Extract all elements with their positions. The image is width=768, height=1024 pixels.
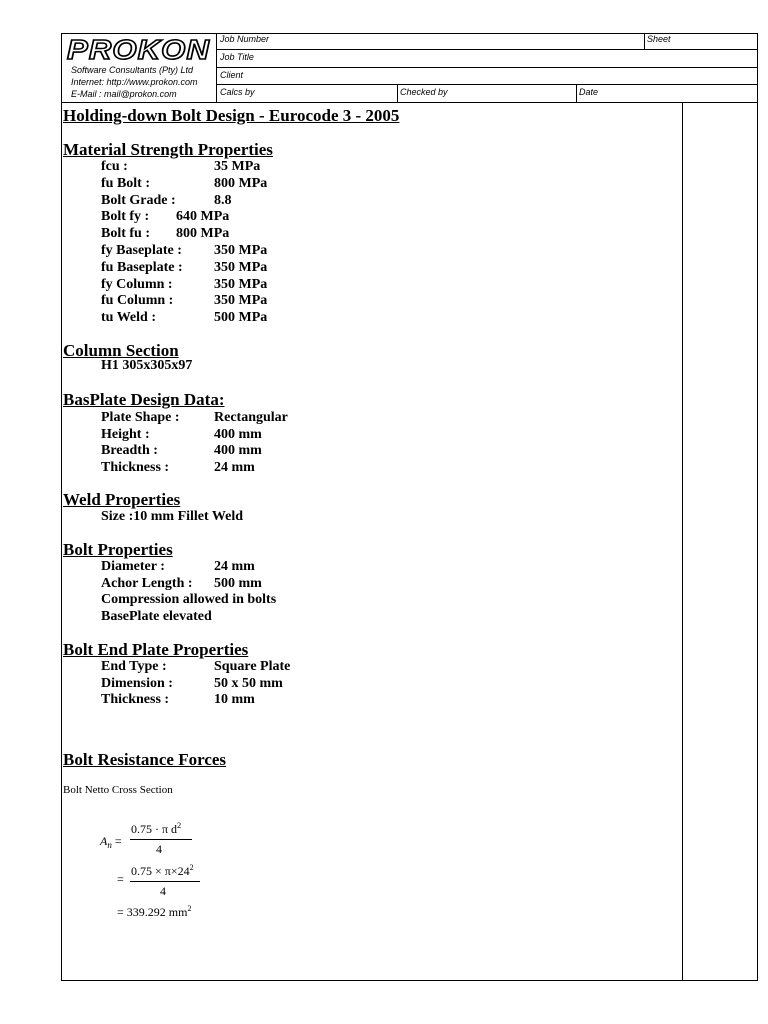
endplate-property-label: End Type : (101, 659, 167, 674)
section-heading-bolt: Bolt Properties (63, 540, 173, 559)
calcs-by-label: Calcs by (220, 87, 255, 97)
resistance-subheading: Bolt Netto Cross Section (63, 784, 173, 796)
baseplate-property-label: Thickness : (101, 459, 170, 475)
company-internet: Internet: http://www.prokon.com (71, 77, 198, 87)
material-property-value: 640 MPa (176, 209, 230, 225)
equation-2-denominator: 4 (160, 884, 166, 898)
company-name: Software Consultants (Pty) Ltd (71, 65, 194, 75)
svg-text:PROKON: PROKON (67, 34, 210, 64)
job-number-label: Job Number (220, 34, 270, 44)
margin-column-divider (682, 103, 683, 981)
material-property-value: 500 MPa (214, 310, 268, 326)
material-property-value: 800 MPa (214, 175, 268, 191)
material-property-value: 35 MPa (214, 159, 261, 174)
equation-2-fraction-bar (130, 881, 200, 882)
section-heading-column: Column Section (63, 341, 179, 360)
material-property-label: fy Column : (101, 276, 173, 292)
material-property-label: Bolt fy : (101, 209, 150, 225)
header-rule (217, 49, 758, 50)
material-property-label: Bolt fu : (101, 226, 150, 242)
material-property-value: 8.8 (214, 192, 232, 208)
client-label: Client (220, 70, 244, 80)
material-property-label: fu Baseplate : (101, 259, 183, 275)
material-property-label: fu Bolt : (101, 175, 150, 191)
endplate-property-value: 10 mm (214, 692, 255, 707)
equation-2-equals: = (117, 872, 124, 886)
equation-1-fraction-bar (130, 839, 192, 840)
job-title-label: Job Title (220, 52, 254, 62)
header-divider (397, 84, 398, 102)
endplate-property-value: Square Plate (214, 659, 291, 674)
header-rule (61, 102, 758, 103)
header-rule (217, 84, 758, 85)
bolt-note: Compression allowed in bolts (101, 592, 277, 607)
material-property-value: 350 MPa (214, 259, 268, 275)
material-property-label: tu Weld : (101, 310, 156, 326)
header-divider (644, 33, 645, 49)
equation-2-numerator: $0.75 \times \pi\times 24^2$ (131, 863, 194, 878)
material-property-value: 350 MPa (214, 276, 268, 292)
equation-1-denominator: 4 (156, 842, 162, 856)
baseplate-property-label: Height : (101, 426, 150, 442)
prokon-logo (65, 34, 213, 64)
material-property-value: 350 MPa (214, 293, 268, 309)
header-rule (217, 67, 758, 68)
material-property-label: fu Column : (101, 293, 174, 309)
material-property-label: fcu : (101, 159, 128, 174)
baseplate-property-label: Breadth : (101, 443, 158, 458)
date-label: Date (579, 87, 599, 97)
section-heading-weld: Weld Properties (63, 490, 181, 509)
bolt-property-value: 500 mm (214, 575, 262, 591)
equation-result: = 339.292 $mm^2$ (117, 904, 192, 919)
baseplate-property-value: Rectangular (214, 410, 288, 425)
material-property-value: 800 MPa (176, 226, 230, 242)
material-property-label: Bolt Grade : (101, 192, 176, 208)
section-heading-baseplate: BasPlate Design Data: (63, 390, 225, 409)
section-heading-endplate: Bolt End Plate Properties (63, 640, 249, 659)
company-email: E-Mail : mail@prokon.com (71, 89, 177, 99)
header-block (61, 33, 758, 103)
equation-1-numerator: 0.75 · π $d^2$ (131, 821, 182, 836)
material-property-value: 350 MPa (214, 243, 268, 258)
baseplate-property-value: 400 mm (214, 443, 262, 458)
baseplate-property-value: 24 mm (214, 459, 255, 475)
sheet-label: Sheet (647, 34, 671, 44)
section-heading-material: Material Strength Properties (63, 140, 273, 159)
bolt-property-label: Diameter : (101, 559, 165, 574)
endplate-property-label: Thickness : (101, 692, 170, 707)
document-title: Holding-down Bolt Design - Eurocode 3 - 2005 (63, 106, 400, 125)
checked-by-label: Checked by (400, 87, 448, 97)
weld-size: Size :10 mm Fillet Weld (101, 509, 244, 524)
material-property-label: fy Baseplate : (101, 243, 182, 258)
equation-lhs: $A_n$ = (100, 834, 122, 850)
baseplate-property-value: 400 mm (214, 426, 262, 442)
logo-cell (61, 33, 217, 103)
column-section-value: H1 305x305x97 (101, 358, 193, 373)
endplate-property-label: Dimension : (101, 675, 173, 691)
bolt-note: BasePlate elevated (101, 609, 212, 624)
baseplate-property-label: Plate Shape : (101, 410, 180, 425)
bolt-property-label: Achor Length : (101, 575, 193, 591)
bolt-property-value: 24 mm (214, 559, 255, 574)
section-heading-resistance: Bolt Resistance Forces (63, 750, 227, 769)
endplate-property-value: 50 x 50 mm (214, 675, 283, 691)
header-divider (576, 84, 577, 102)
